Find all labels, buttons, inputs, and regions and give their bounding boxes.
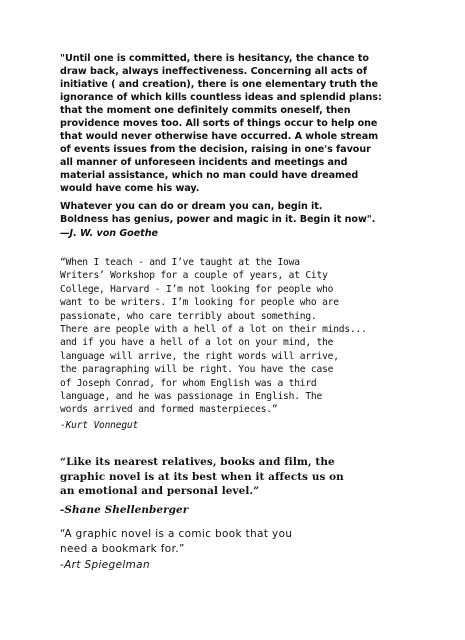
quote-line: College, Harvard - I’m not looking for people who [60,283,334,295]
quote-line: all manner of unforeseen incidents and meetings and [60,157,348,168]
quote-line: want to be writers. I’m looking for people who are [60,297,339,309]
quote-line: Writers’ Workshop for a couple of years, at City [60,270,328,282]
vonnegut-quote [60,256,410,432]
quote-line: passionate, who care terribly about something. [60,310,317,322]
quote-line: draw back, always ineffectiveness. Concerning all acts of [60,66,367,77]
quote-line: There are people with a hell of a lot on their minds... [60,324,367,336]
quote-line: words arrived and formed masterpieces.” [60,404,278,416]
quote-line: that would never otherwise have occurred. A whole stream [60,131,379,142]
spiegelman-attribution: -Art Spiegelman [60,559,150,571]
quote-line: Boldness has genius, power and magic in it. Begin it now". [60,214,376,225]
quote-line: an emotional and personal level.” [60,485,260,497]
spiegelman-quote [60,527,400,573]
quote-line: need a bookmark for.” [60,542,185,555]
quote-line: initiative ( and creation), there is one elementary truth the [60,79,378,90]
quote-line: language, and he was passionage in English. The [60,391,323,403]
goethe-quote [60,52,410,240]
quote-line: of Joseph Conrad, for whom English was a third [60,377,317,389]
quote-line: Whatever you can do or dream you can, begin it. [60,201,323,212]
quote-line: “Like its nearest relatives, books and film, the [60,456,335,468]
vonnegut-attribution: -Kurt Vonnegut [60,419,139,431]
goethe-attribution: —J. W. von Goethe [60,228,158,239]
quote-line: of events issues from the decision, raising in one's favour [60,144,371,155]
shellenberger-quote [60,455,400,517]
quote-line: “When I teach - and I’ve taught at the Iowa [60,257,300,268]
vonnegut-quote-body [60,256,410,417]
quote-line: material assistance, which no man could have dreamed [60,170,359,181]
quote-line: "Until one is committed, there is hesitancy, the chance to [60,53,369,64]
quote-line: would have come his way. [60,183,200,194]
goethe-quote-body [60,52,410,195]
quote-line: “A graphic novel is a comic book that you [60,528,293,540]
quote-line: the paragraphing will be right. You have the case [60,364,334,376]
shellenberger-quote-body [60,455,400,499]
quote-line: ignorance of which kills countless ideas and splendid plans: [60,92,382,103]
goethe-quote-closing [60,200,410,226]
quote-line: language will arrive, the right words will arrive, [60,350,339,362]
spiegelman-quote-body [60,527,400,556]
quote-line: and if you have a hell of a lot on your mind, the [60,337,334,349]
quote-line: graphic novel is at its best when it affects us on [60,470,344,483]
shellenberger-attribution: -Shane Shellenberger [60,503,189,516]
quote-line: providence moves too. All sorts of things occur to help one [60,118,378,129]
quote-line: that the moment one definitely commits oneself, then [60,105,351,116]
